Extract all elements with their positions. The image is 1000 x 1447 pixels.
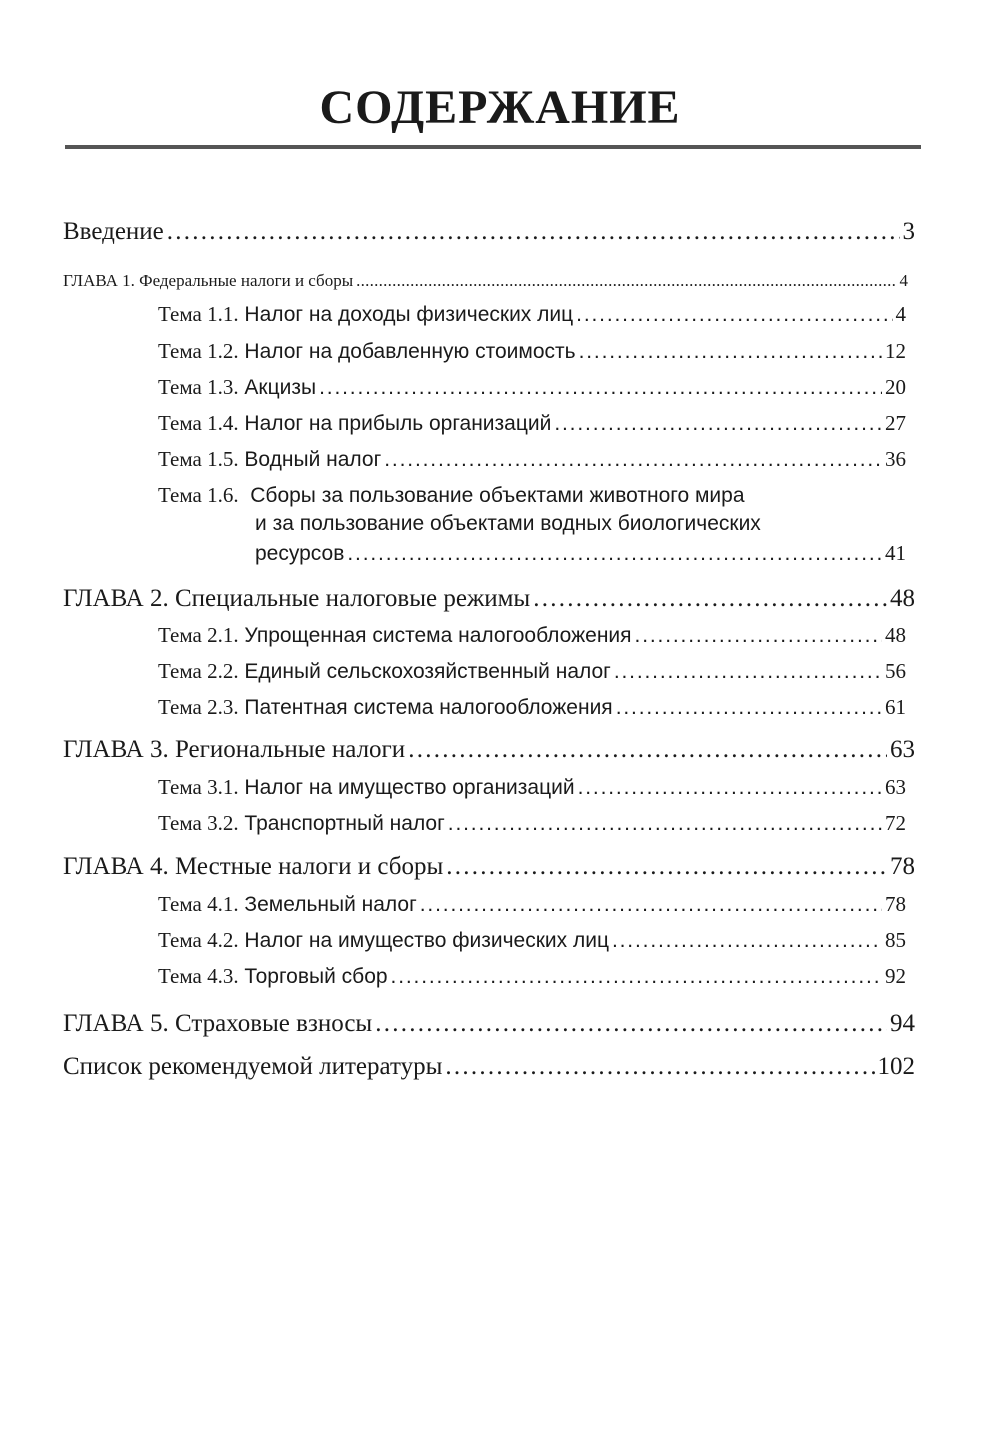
toc-topic-2-3[interactable] <box>158 695 906 720</box>
toc-entry-label: Акцизы <box>244 376 317 399</box>
toc-entry-page: 41 <box>885 541 906 565</box>
toc-entry-label: Упрощенная система налогообложения <box>244 624 632 647</box>
toc-entry-page: 63 <box>885 775 906 799</box>
toc-entry-page: 102 <box>877 1053 915 1080</box>
toc-entry-page: 78 <box>885 892 906 916</box>
leader-dots <box>356 271 896 291</box>
toc-entry-chapter-1[interactable] <box>63 271 908 291</box>
toc-entry-chapter-4[interactable] <box>63 853 915 881</box>
page-title: СОДЕРЖАНИЕ <box>319 81 681 134</box>
toc-entry-label: Налог на доходы физических лиц <box>244 303 574 326</box>
toc-entry-label: ГЛАВА 2. Специальные налоговые режимы <box>63 585 531 612</box>
toc-topic-number: Тема 1.4. <box>158 411 239 435</box>
toc-entry-page: 61 <box>885 695 906 719</box>
toc-entry-page: 94 <box>890 1010 915 1037</box>
toc-topic-number: Тема 1.3. <box>158 375 239 399</box>
toc-entry-page: 56 <box>885 659 906 683</box>
toc-entry-label: Сборы за пользование объектами животного мира <box>250 484 745 507</box>
toc-entry-page: 3 <box>902 218 915 245</box>
toc-topic-number: Тема 1.6. <box>158 483 239 507</box>
leader-dots <box>533 585 887 613</box>
toc-entry-label: Торговый сбор <box>244 965 388 988</box>
toc-entry-page: 63 <box>890 736 915 763</box>
toc-topic-number: Тема 2.1. <box>158 623 239 647</box>
leader-dots <box>612 929 882 953</box>
leader-dots <box>579 340 882 364</box>
leader-dots <box>420 893 882 917</box>
toc-topic-1-6-line-3[interactable] <box>255 541 906 566</box>
toc-entry-page: 4 <box>895 302 906 326</box>
toc-entry-page: 20 <box>885 375 906 399</box>
toc-entry-literature[interactable] <box>63 1053 915 1081</box>
leader-dots <box>391 965 882 989</box>
toc-entry-label: ГЛАВА 1. Федеральные налоги и сборы <box>63 271 354 290</box>
toc-entry-page: 92 <box>885 964 906 988</box>
leader-dots <box>347 542 882 566</box>
toc-entry-chapter-3[interactable] <box>63 736 915 764</box>
toc-topic-1-1[interactable] <box>158 302 906 327</box>
toc-entry-label: Патентная система налогообложения <box>244 696 613 719</box>
toc-topic-number: Тема 1.2. <box>158 339 239 363</box>
toc-entry-intro[interactable] <box>63 218 915 246</box>
toc-entry-page: 72 <box>885 811 906 835</box>
toc-entry-chapter-2[interactable] <box>63 585 915 613</box>
toc-topic-number: Тема 4.1. <box>158 892 239 916</box>
toc-topic-number: Тема 2.3. <box>158 695 239 719</box>
toc-topic-number: Тема 2.2. <box>158 659 239 683</box>
toc-topic-1-3[interactable] <box>158 375 906 400</box>
toc-entry-label: Налог на имущество организаций <box>244 776 575 799</box>
toc-entry-label: Список рекомендуемой литературы <box>63 1053 443 1080</box>
toc-entry-label: Введение <box>63 218 164 245</box>
toc-topic-1-6-line-2 <box>255 512 761 536</box>
leader-dots <box>384 448 882 472</box>
toc-entry-label: Налог на прибыль организаций <box>244 412 552 435</box>
leader-dots <box>576 303 892 327</box>
leader-dots <box>554 412 882 436</box>
leader-dots <box>375 1010 887 1038</box>
toc-topic-number: Тема 3.1. <box>158 775 239 799</box>
leader-dots <box>614 660 882 684</box>
toc-topic-3-2[interactable] <box>158 811 906 836</box>
toc-entry-label: ГЛАВА 3. Региональные налоги <box>63 736 406 763</box>
toc-topic-number: Тема 1.5. <box>158 447 239 471</box>
toc-entry-label-continued: ресурсов <box>255 542 345 565</box>
toc-entry-label: Земельный налог <box>244 893 417 916</box>
toc-entry-page: 48 <box>885 623 906 647</box>
toc-topic-number: Тема 3.2. <box>158 811 239 835</box>
toc-entry-page: 4 <box>899 271 908 290</box>
toc-entry-label-continued: и за пользование объектами водных биологических <box>255 512 761 535</box>
leader-dots <box>408 736 887 764</box>
toc-entry-page: 85 <box>885 928 906 952</box>
toc-entry-page: 78 <box>890 853 915 880</box>
leader-dots <box>167 218 900 246</box>
leader-dots <box>446 853 887 881</box>
toc-topic-1-5[interactable] <box>158 447 906 472</box>
toc-entry-chapter-5[interactable] <box>63 1010 915 1038</box>
toc-entry-page: 12 <box>885 339 906 363</box>
toc-entry-label: Единый сельскохозяйственный налог <box>244 660 611 683</box>
toc-topic-number: Тема 1.1. <box>158 302 239 326</box>
toc-topic-4-1[interactable] <box>158 892 906 917</box>
toc-entry-page: 27 <box>885 411 906 435</box>
toc-entry-label: ГЛАВА 5. Страховые взносы <box>63 1010 373 1037</box>
leader-dots <box>448 812 882 836</box>
toc-entry-page: 36 <box>885 447 906 471</box>
leader-dots <box>578 776 882 800</box>
toc-entry-label: Транспортный налог <box>244 812 445 835</box>
toc-entry-label: ГЛАВА 4. Местные налоги и сборы <box>63 853 444 880</box>
leader-dots <box>635 624 882 648</box>
toc-topic-number: Тема 4.2. <box>158 928 239 952</box>
toc-topic-2-1[interactable] <box>158 623 906 648</box>
toc-topic-number: Тема 4.3. <box>158 964 239 988</box>
leader-dots <box>445 1053 874 1081</box>
toc-entry-label: Налог на имущество физических лиц <box>244 929 609 952</box>
toc-topic-1-2[interactable] <box>158 339 906 364</box>
leader-dots <box>616 696 882 720</box>
toc-topic-4-3[interactable] <box>158 964 906 989</box>
leader-dots <box>319 376 882 400</box>
toc-topic-2-2[interactable] <box>158 659 906 684</box>
toc-topic-1-4[interactable] <box>158 411 906 436</box>
toc-topic-1-6-line-1[interactable] <box>158 483 745 508</box>
toc-entry-label: Налог на добавленную стоимость <box>244 340 576 363</box>
toc-topic-4-2[interactable] <box>158 928 906 953</box>
toc-topic-3-1[interactable] <box>158 775 906 800</box>
toc-entry-label: Водный налог <box>244 448 382 471</box>
toc-entry-page: 48 <box>890 585 915 612</box>
